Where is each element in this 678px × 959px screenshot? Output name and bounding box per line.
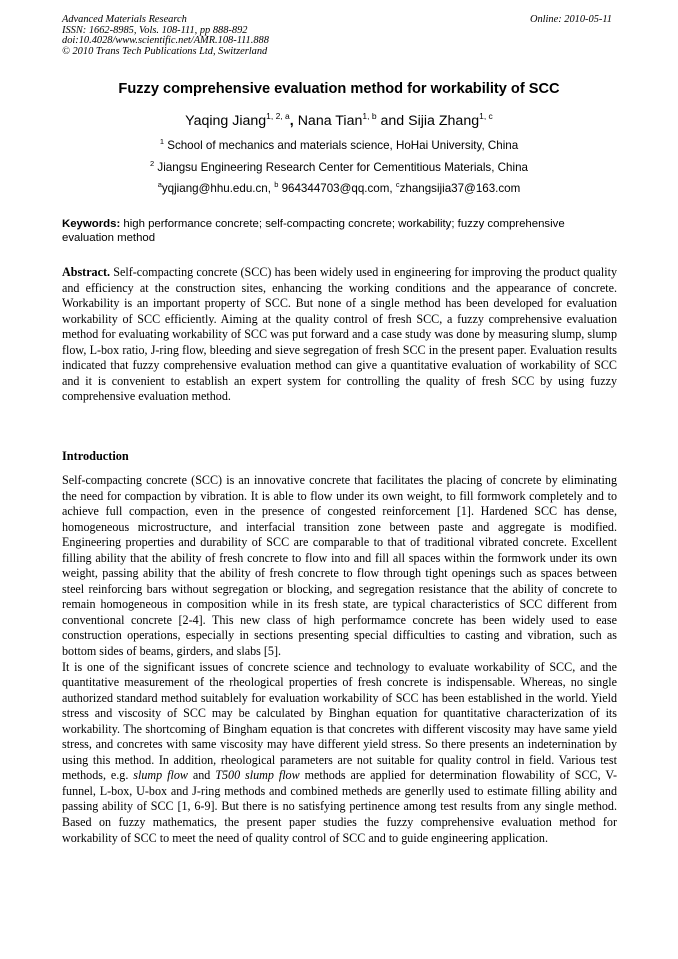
email-marker: c: [395, 180, 400, 189]
email-address[interactable]: zhangsijia37@163.com: [399, 182, 521, 195]
intro-italic-term: T500 slump flow: [215, 768, 300, 783]
paper-title: Fuzzy comprehensive evaluation method for workability of SCC: [118, 81, 560, 97]
keywords-text: high performance concrete; self-compacting concrete; workability; fuzzy comprehensive evaluation method: [62, 218, 565, 244]
affiliation-marker: 2: [150, 159, 155, 168]
email-marker: a: [157, 180, 162, 189]
email-address[interactable]: 964344703@qq.com,: [278, 182, 396, 195]
section-heading-introduction: Introduction: [62, 449, 129, 463]
author-affiliation-marker: 1, 2, a: [266, 111, 290, 121]
author-name: Yaqing Jiang: [185, 113, 267, 129]
copyright-line: © 2010 Trans Tech Publications Ltd, Switzerland: [62, 45, 268, 57]
author-name: Sijia Zhang: [408, 113, 480, 129]
affiliation: [0, 139, 678, 152]
author-affiliation-marker: 1, b: [362, 111, 377, 121]
affiliation-text: Jiangsu Engineering Research Center for Cementitious Materials, China: [154, 161, 528, 174]
author-affiliation-marker: 1, c: [479, 111, 493, 121]
author-separator: and: [376, 113, 409, 129]
keywords: [62, 217, 617, 245]
email-address[interactable]: yqjiang@hhu.edu.cn,: [161, 182, 275, 195]
author-name: Nana Tian: [297, 113, 363, 129]
intro-paragraph-2: [62, 660, 617, 847]
abstract-label: Abstract.: [62, 265, 111, 279]
intro-text: It is one of the significant issues of concrete science and technology to evaluate workability of SCC, and the quantitative measurement of the rheological properties of fresh concrete is indispensable. Whereas, no single authorized standard method suitablely for evaluation workability of SCC has been established in the world. Yield stress and viscosity of SCC may be calculated by Binghan equation for quantitative characterization of its workability. The shortcoming of Bingham equation is that concretes with different viscosity may have same yield stress, and concretes with same viscosity may have different yield stress. So there presents an indeternination by using this method. In addition, rheological parameters are not suitable for quality control in field. Various test methods, e.g.: [62, 659, 617, 783]
author-separator: ,: [289, 113, 298, 129]
email-list: [0, 182, 678, 195]
affiliation: [0, 161, 678, 174]
intro-text: and: [187, 768, 216, 783]
doi-line: doi:10.4028/www.scientific.net/AMR.108-111.888: [62, 35, 269, 47]
abstract-text: Self-compacting concrete (SCC) has been widely used in engineering for improving the product quality and efficiency at the construction sites, enhancing the working conditions and the appearance of concrete. Workability is an important property of SCC. But none of a single method has been developed for evaluation workability of SCC efficiently. Aiming at the quality control of fresh SCC, a fuzzy comprehensive evaluation method for evaluating workability of SCC was put forward and a case study was done by measuring slump, slump flow, L-box ratio, J-ring flow, bleeding and sieve segregation of fresh SCC in the present paper. Evaluation results indicated that fuzzy comprehensive evaluation method can give a quantitative evaluation of workability of SCC and it is convenient to establish an expert system for controlling the quality of fresh SCC by using fuzzy comprehensive evaluation method.: [62, 265, 617, 404]
journal-header: [62, 15, 269, 57]
email-marker: b: [274, 180, 279, 189]
online-date: Online: 2010-05-11: [529, 14, 612, 25]
abstract: [62, 265, 617, 405]
issn-line: ISSN: 1662-8985, Vols. 108-111, pp 888-892: [62, 24, 248, 36]
introduction-body: [62, 473, 617, 846]
affiliation-text: School of mechanics and materials science, HoHai University, China: [163, 139, 519, 152]
author-list: [0, 113, 678, 129]
journal-name: Advanced Materials Research: [62, 14, 187, 25]
intro-text: methods are applied for determination flowability of SCC, V-funnel, L-box, U-box and J-ring methods and combined metheds are generlly used to estimate filling ability and passing ability of SCC [1, 6-9]. But there is no satisfying pertinence among test results from any single method. Based on fuzzy mathematics, the present paper studies the fuzzy comprehensive evaluation method for workability of SCC to meet the need of quality control of SCC and to guide engineering application.: [62, 768, 617, 845]
intro-italic-term: slump flow: [133, 768, 188, 783]
affiliation-marker: 1: [159, 137, 164, 146]
keywords-label: Keywords:: [62, 218, 121, 230]
intro-paragraph-1: Self-compacting concrete (SCC) is an innovative concrete that facilitates the placing of concrete by eliminating the need for compaction by vibration. It is able to flow under its own weight, to fill formwork completely and to achieve full compaction, even in the presence of congested reinforcement [1]. Hardened SCC has dense, homogeneous microstructure, and interfacial transition zone between paste and aggregate is modified. Engineering properties and durability of SCC are comparable to that of traditional vibrated concrete. Excellent filling ability that the ability of fresh concrete to flow into and fill all spaces within the formwork under its own weight, passing ability that the ability of fresh concrete to flow through tight openings such as spaces between steel reinforcing bars without segregation or blocking, and segregation resistance that the ability of concrete to remain homogeneous in composition while in its fresh state, are typical characteristics of SCC different from conventional concrete [2-4]. This new class of high performamce concrete has been widely used to ease construction operations, especially in sections presenting special difficulties to casting and vibration, such as bottom sides of beams, girders, and slabs [5].: [62, 473, 617, 659]
